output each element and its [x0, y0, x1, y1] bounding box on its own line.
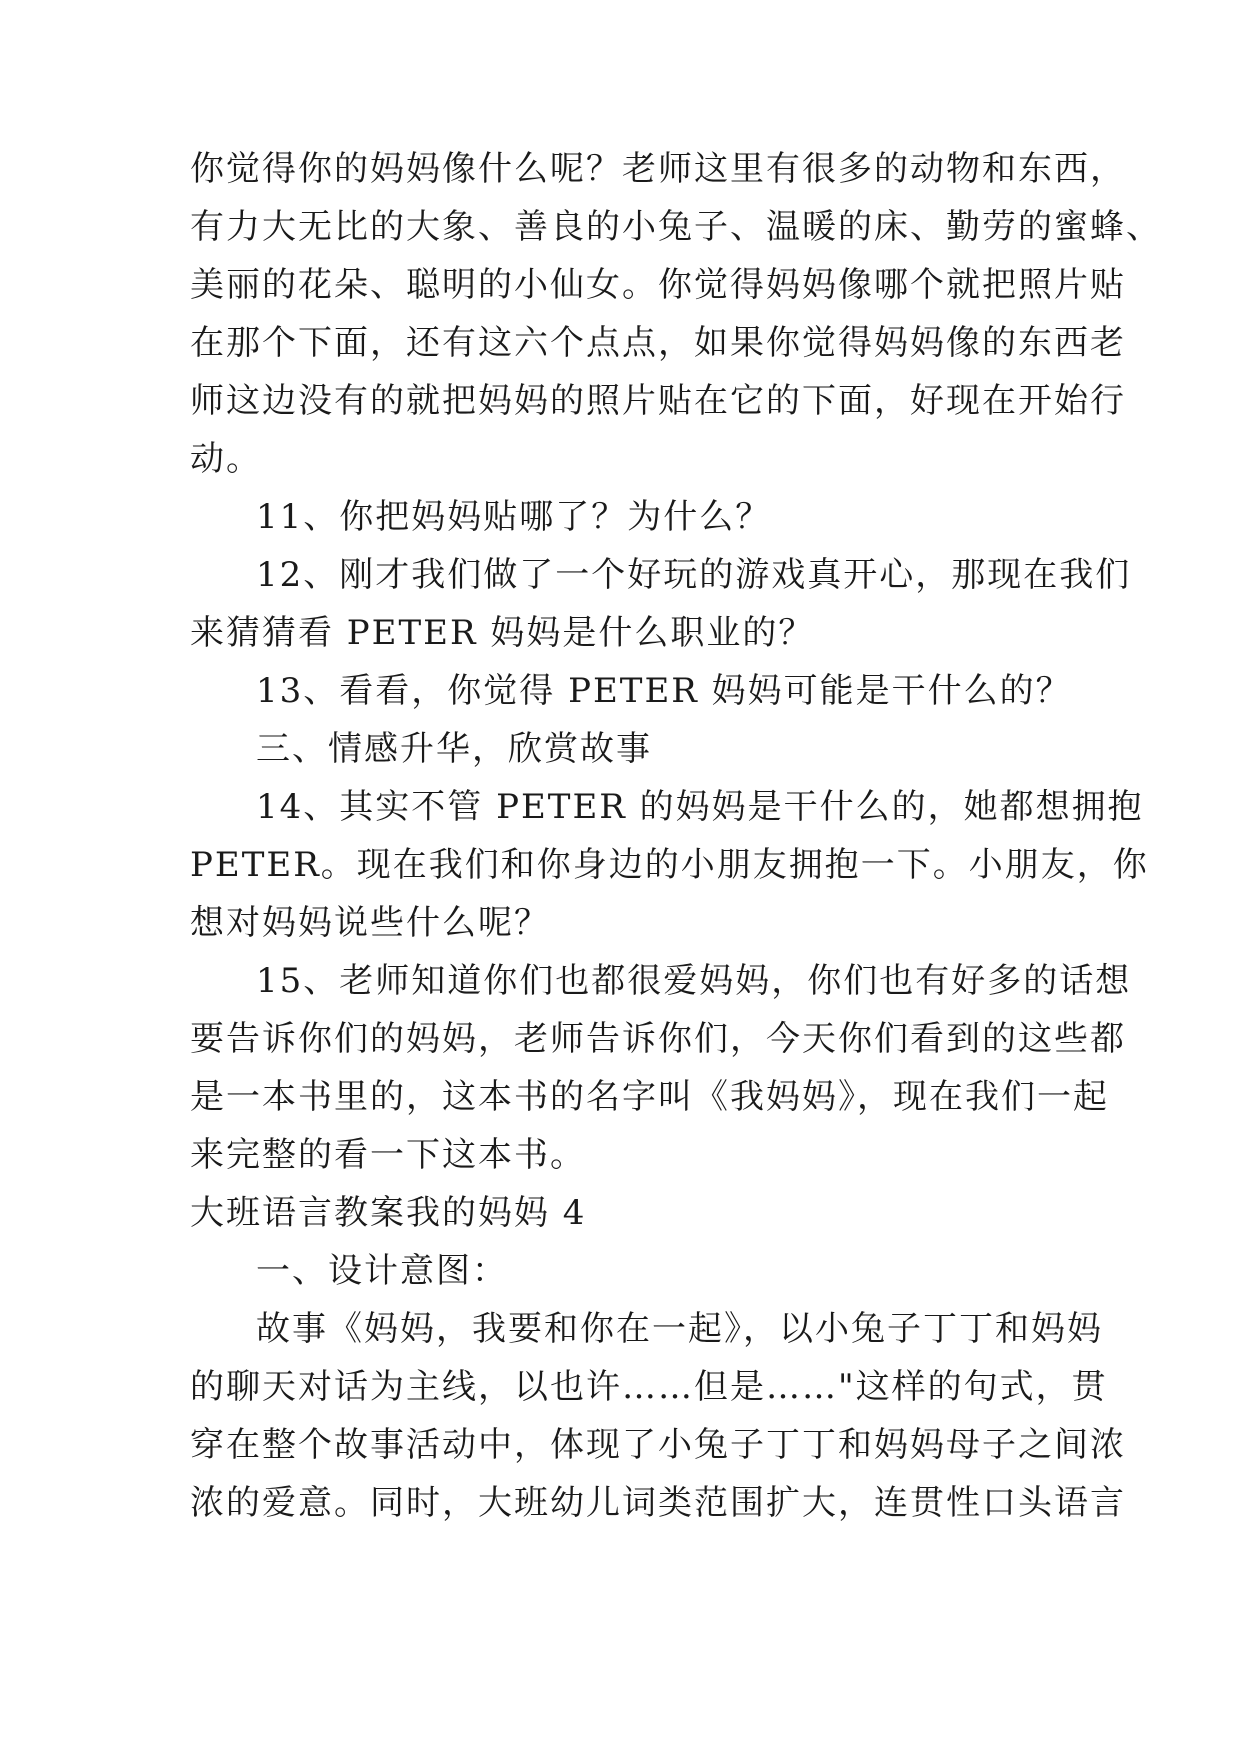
text-line: 想对妈妈说些什么呢？ [190, 903, 550, 943]
text-line: 有力大无比的大象、善良的小兔子、温暖的床、勤劳的蜜蜂、 [190, 207, 1162, 247]
text-line: 的聊天对话为主线，以也许……但是……"这样的句式，贯 [190, 1367, 1108, 1407]
text-line: 是一本书里的，这本书的名字叫《我妈妈》，现在我们一起 [190, 1077, 1109, 1117]
document-title: 大班语言教案我的妈妈 4 [190, 1193, 587, 1233]
text-line: 12、刚才我们做了一个好玩的游戏真开心，那现在我们 [256, 555, 1132, 595]
text-line: 13、看看，你觉得 PETER 妈妈可能是干什么的？ [256, 671, 1072, 711]
text-line: 来完整的看一下这本书。 [190, 1135, 586, 1175]
section-heading: 一、设计意图： [256, 1251, 508, 1291]
text-line: 师这边没有的就把妈妈的照片贴在它的下面，好现在开始行 [190, 381, 1126, 421]
section-heading: 三、情感升华，欣赏故事 [256, 729, 652, 769]
text-line: 15、老师知道你们也都很爱妈妈，你们也有好多的话想 [256, 961, 1132, 1001]
text-line: 来猜猜看 PETER 妈妈是什么职业的？ [190, 613, 815, 653]
text-line: 在那个下面，还有这六个点点，如果你觉得妈妈像的东西老 [190, 323, 1126, 363]
text-line: 你觉得你的妈妈像什么呢？老师这里有很多的动物和东西， [190, 149, 1126, 189]
text-line: 故事《妈妈，我要和你在一起》，以小兔子丁丁和妈妈 [256, 1309, 1103, 1349]
text-line: 要告诉你们的妈妈，老师告诉你们，今天你们看到的这些都 [190, 1019, 1126, 1059]
text-line: PETER。现在我们和你身边的小朋友拥抱一下。小朋友，你 [190, 845, 1149, 885]
text-line: 美丽的花朵、聪明的小仙女。你觉得妈妈像哪个就把照片贴 [190, 265, 1126, 305]
text-line: 14、其实不管 PETER 的妈妈是干什么的，她都想拥抱 [256, 787, 1144, 827]
text-line: 穿在整个故事活动中，体现了小兔子丁丁和妈妈母子之间浓 [190, 1425, 1126, 1465]
text-line: 11、你把妈妈贴哪了？为什么？ [256, 497, 772, 537]
text-line: 浓的爱意。同时，大班幼儿词类范围扩大，连贯性口头语言 [190, 1483, 1126, 1523]
text-line: 动。 [190, 439, 262, 479]
